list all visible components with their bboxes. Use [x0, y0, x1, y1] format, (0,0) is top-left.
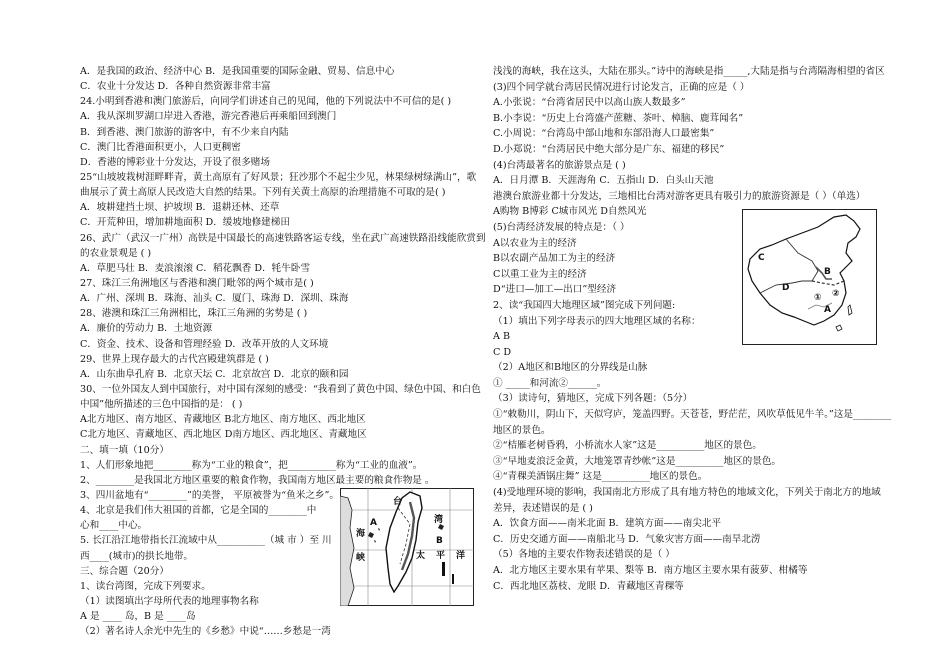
left-column-line: A 是 ____ 岛，B 是 ____岛 [80, 611, 196, 623]
left-column-line: 24.小明到香港和澳门旅游后，向同学们讲述自己的见闻，他的下列说法中不可信的是( ) [80, 96, 452, 108]
left-column-line: 26、武广（武汉一广州）高铁是中国最长的高速铁路客运专线，坐在武广高速铁路沿线能欣赏到 [80, 232, 486, 244]
right-column-line: 浅浅的海峡，我在这头，大陆在那头。”诗中的海峡是指_____,大陆是指与台湾隔海相望的省区 [493, 66, 885, 77]
right-column-line: （5）各地的主要农作物表述错误的是（ ） [493, 549, 675, 561]
right-column-line: (4)台湾最著名的旅游景点是 ( ) [493, 159, 626, 171]
left-column-line: 的农业景观是 ( ) [80, 247, 152, 259]
left-column-line: 25“山坡坡栽树涯畔畔青，黄土高原有了好风景；狂沙那个不起尘少见，林果绿树绿满山”，歌 [80, 171, 477, 183]
left-column-line: （1）读图填出字母所代表的地理事物名称 [80, 595, 259, 607]
xia-label: 峡 [356, 553, 366, 563]
right-column-line: 差异，表述错误的是 ( ) [493, 502, 593, 514]
right-column-line: （1）填出下列字母表示的四大地理区域的名称： [493, 315, 701, 327]
right-column-line: （3）读诗句，猜地区，完成下列各题：（5分） [493, 393, 693, 405]
right-column-line: (3)四个同学就台湾居民情况进行讨论发言，正确的应是（ ） [493, 81, 750, 93]
right-column-line: A以农业为主的经济 [493, 237, 577, 249]
china-regions-map [742, 209, 877, 345]
right-column-line: （2）A地区和B地区的分界线是山脉 [493, 362, 648, 374]
left-column-line: C．开荒种田，增加耕地面积 D．缓坡地修建梯田 [80, 217, 290, 229]
yang-ocean-label: 洋 [456, 551, 466, 561]
region-label-c: C [758, 253, 765, 263]
taiwan-map [340, 488, 474, 606]
right-column-line: D“进口—加工—出口”型经济 [493, 284, 617, 296]
left-column-line: 曲展示了黄土高原人民改造大自然的结果。下列有关黄土高原的治理措施不可取的是( ) [80, 187, 446, 199]
right-column-line: A．日月潭 B．天涯海角 C．五指山 D．白头山天池 [493, 175, 714, 187]
tai-ocean-label: 太 [416, 551, 426, 561]
right-column-line: A.小张说：“台湾省居民中以高山族人数最多” [493, 97, 686, 109]
left-column-line: 29、世界上现存最大的古代宫殿建筑群是 ( ) [80, 353, 269, 365]
hai-label: 海 [356, 529, 366, 539]
left-column-line: D．香港的博彩业十分发达，开设了很多赌场 [80, 156, 270, 168]
right-column-line: (5)台湾经济发展的特点是：（ ） [493, 221, 630, 233]
taiwan-label: 台 [393, 497, 403, 507]
left-column-line: C北方地区、青藏地区、西北地区 D南方地区、西北地区、青藏地区 [80, 429, 367, 441]
left-column-line: 心和____中心。 [80, 520, 148, 532]
left-column-line: 4、北京是我们伟大祖国的首都，它是全国的________中 [80, 505, 317, 517]
right-column-line: ④“青稞美酒锅庄舞” 这是__________地区的景色。 [493, 471, 708, 483]
left-column-line: A北方地区、南方地区、青藏地区 B北方地区、南方地区、西北地区 [80, 414, 366, 426]
left-column-line: 三、综合题（20分） [80, 565, 169, 577]
left-column-line: A．山东曲阜孔府 B．北京天坛 C．北京故宫 D．北京的颐和园 [80, 368, 349, 380]
right-column-line: (4)受地理环境的影响，我国南北方形成了具有地方特色的地域文化，下列关于南北方的地域 [493, 487, 881, 499]
left-column-line: C．澳门比香港面积更小，人口更稠密 [80, 141, 241, 153]
china-regions-drawing [742, 209, 877, 345]
right-column-line: ③“早地麦浪泛金黄，大地笼罩青纱帐”这是__________地区的景色。 [493, 455, 782, 467]
left-column-line: C．资金、技术、设备和管理经验 D．改革开放的人文环境 [80, 338, 329, 350]
left-column-line: A．我从深圳罗湖口岸进入香港，游完香港后再乘船回到澳门 [80, 111, 337, 123]
right-column-line: C以重工业为主的经济 [493, 268, 587, 280]
left-column-line: 30、一位外国友人到中国旅行，对中国有深刻的感受：“我看到了黄色中国、绿色中国、和白色 [80, 383, 481, 395]
region-label-a: A [824, 305, 831, 315]
left-column-line: C．农业十分发达 D．各种自然资源非常丰富 [80, 81, 271, 93]
left-column-line: 中国”他所描述的三色中国指的是： ( ) [80, 399, 243, 411]
right-column-line: ②“桔雁老树昏鸦，小桥流水人家”这是__________地区的景色。 [493, 440, 762, 452]
right-column-line: B.小李说：“历史上台湾盛产蔗糖、茶叶、樟脑、鹿茸闻名” [493, 112, 744, 124]
right-column-line: 2、读“我国四大地理区域”图完成下列问题: [493, 299, 676, 311]
right-column-line: A．饮食方面——南米北面 B．建筑方面——南尖北平 [493, 518, 722, 530]
right-column-line: A B [493, 331, 511, 343]
right-column-line: C．西北地区荔枝、龙眼 D．青藏地区青稞等 [493, 580, 684, 592]
left-column-line: 27、珠江三角洲地区与香港和澳门毗邻的两个城市是( ) [80, 277, 314, 289]
right-column-line: D.小郑说：“台湾居民中绝大部分是广东、福建的移民” [493, 143, 725, 155]
left-column-line: 1、读台湾图，完成下列要求。 [80, 580, 211, 592]
left-column-line: （2）著名诗人余光中先生的《乡愁》中说“……乡愁是一湾 [80, 626, 331, 638]
right-column-line: C.小周说：“台湾岛中部山地和东部沿海人口最密集” [493, 128, 715, 140]
left-column-line: 3、四川盆地有“________”的美誉， 平原被誉为“鱼米之乡”。 [80, 489, 340, 501]
left-column-line: 2、________是我国北方地区重要的粮食作物，我国南方地区最主要的粮食作物是 。 [80, 474, 435, 486]
wan-label: 湾 [434, 515, 444, 525]
boundary-label-1: ① [814, 293, 822, 303]
left-column-line: 西____(城市)的拱长地带。 [80, 550, 194, 562]
right-column-line: A购物 B博彩 C城市风光 D自然风光 [493, 206, 647, 218]
right-column-line: C．历史交通方面——南船北马 D．气象灾害方面——南旱北涝 [493, 533, 761, 545]
region-label-d: D [782, 283, 790, 293]
left-column-line: A．坡耕建挡土坝、护坡坝 B．退耕还林、还草 [80, 202, 280, 214]
left-column-line: A．廉价的劳动力 B．土地资源 [80, 323, 213, 335]
left-column-line: 5. 长江沿江地带指长江流域中从__________（城 市 ）至 川 [80, 535, 332, 547]
ping-ocean-label: 平 [436, 551, 446, 561]
right-column-line: ① _____和河流②______。 [493, 377, 607, 389]
left-column-line: 28、港澳和珠江三角洲相比，珠江三角洲的劣势是 ( ) [80, 308, 308, 320]
left-column-line: A．广州、深圳 B．珠海、汕头 C．厦门、珠海 D．深圳、珠海 [80, 293, 349, 305]
left-column-line: 二、填一填（10分） [80, 444, 169, 456]
right-column-line: 港澳台旅游业都十分发达，三地相比台湾对游客更具有吸引力的旅游资源是（ ）（单选） [493, 190, 866, 202]
left-column-line: 1、人们形象地把________称为“工业的粮食”，把__________称为“工业的血液”。 [80, 459, 423, 471]
right-column-line: ①“敕勒川，阴山下，天似穹庐，笼盖四野。天苍苍，野茫茫，风吹草低见牛羊。”这是________ [493, 409, 892, 421]
left-column-line: A．草肥马壮 B．麦浪滚滚 C．稻花飘香 D．牦牛卧雪 [80, 262, 311, 274]
right-column-line: A．北方地区主要水果有苹果、梨等 B．南方地区主要水果有菠萝、柑橘等 [493, 565, 808, 576]
map-label-b: B [436, 536, 443, 546]
right-column-line: 地区的景色。 [493, 424, 551, 436]
right-column-line: B以农副产品加工为主的经济 [493, 253, 616, 265]
left-column-line: B．到香港、澳门旅游的游客中，有不少来自内陆 [80, 126, 289, 138]
map-label-a: A [370, 518, 377, 528]
right-column-line: C D [493, 346, 512, 358]
boundary-label-2: ② [832, 289, 840, 299]
left-column-line: A．是我国的政治、经济中心 B．是我国重要的国际金融、贸易、信息中心 [80, 66, 395, 77]
taiwan-map-drawing [340, 488, 474, 606]
region-label-b: B [824, 267, 831, 277]
